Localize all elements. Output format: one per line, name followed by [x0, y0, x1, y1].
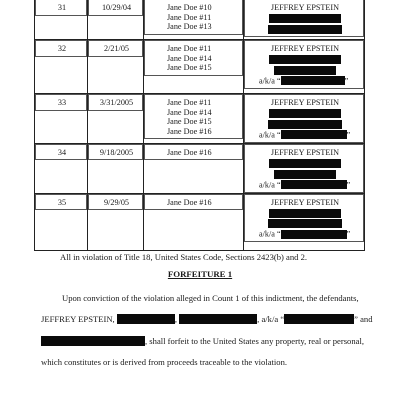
- aka-label: a/k/a “: [259, 130, 281, 140]
- date-cell: [88, 0, 144, 40]
- defendant-cell: [244, 40, 365, 94]
- redaction-bar: [269, 109, 341, 118]
- victim-name: Jane Doe #11: [167, 98, 212, 107]
- count-number: 32: [35, 40, 87, 57]
- victims-cell: [144, 143, 244, 193]
- victim-name: Jane Doe #14: [167, 53, 212, 63]
- counts-table-body: [35, 0, 365, 250]
- counts-table: [34, 0, 365, 251]
- victim-list: [144, 194, 243, 211]
- victim-name: Jane Doe #11: [167, 44, 212, 53]
- defendant-name: JEFFREY EPSTEIN: [270, 44, 340, 53]
- table-row: [35, 193, 365, 250]
- victim-name: Jane Doe #14: [167, 107, 212, 117]
- table-row: [35, 143, 365, 193]
- count-cell: [35, 193, 88, 250]
- redaction-bar: [268, 25, 342, 34]
- redaction-bar: [269, 159, 341, 168]
- aka-label: , a/k/a “: [257, 314, 285, 324]
- aka-close: ”: [346, 229, 351, 239]
- victim-name: Jane Doe #13: [167, 22, 212, 32]
- redaction-bar: [284, 314, 354, 324]
- date-cell: [88, 40, 144, 94]
- redaction-bar: [281, 76, 345, 85]
- redaction-bar: [281, 130, 347, 139]
- offense-date: 10/29/04: [88, 0, 143, 16]
- count-cell: [35, 143, 88, 193]
- defendant-block: [244, 0, 364, 37]
- violation-statement: All in violation of Title 18, United States Code, Sections 2423(b) and 2.: [60, 252, 308, 262]
- victim-name: Jane Doe #16: [167, 147, 212, 157]
- count-number: 31: [35, 0, 87, 16]
- victim-name: Jane Doe #11: [167, 12, 212, 22]
- redaction-bar: [268, 120, 342, 129]
- redaction-bar: [41, 336, 145, 346]
- redaction-bar: [274, 170, 336, 179]
- redaction-bar: [269, 55, 341, 64]
- offense-date: 9/29/05: [88, 194, 143, 211]
- defendant-block: [244, 40, 364, 89]
- forfeiture-heading: FORFEITURE 1: [167, 269, 233, 279]
- victim-name: Jane Doe #10: [167, 3, 212, 12]
- aka-close: ”: [346, 130, 351, 140]
- redaction-bar: [281, 180, 347, 189]
- victims-cell: [144, 94, 244, 144]
- table-row: [35, 0, 365, 40]
- redaction-bar: [269, 209, 341, 218]
- victim-list: [144, 40, 243, 76]
- date-cell: [88, 193, 144, 250]
- redaction-bar: [281, 230, 347, 239]
- separator: ,: [174, 314, 178, 324]
- offense-date: 3/31/2005: [88, 94, 143, 111]
- aka-close: ”: [346, 179, 351, 189]
- forfeiture-line-3: [41, 336, 364, 347]
- victim-list: [144, 0, 243, 35]
- date-cell: [88, 94, 144, 144]
- offense-date: 2/21/05: [88, 40, 143, 57]
- aka-close: ” and: [354, 314, 373, 324]
- date-cell: [88, 143, 144, 193]
- victims-cell: [144, 193, 244, 250]
- table-row: [35, 94, 365, 144]
- victim-name: Jane Doe #16: [167, 126, 212, 136]
- redaction-bar: [117, 314, 178, 324]
- defendant-cell: [244, 0, 365, 40]
- redaction-bar: [179, 314, 257, 324]
- defendant-cell: [244, 94, 365, 144]
- count-cell: [35, 0, 88, 40]
- defendant-name: JEFFREY EPSTEIN: [270, 98, 340, 107]
- count-number: 33: [35, 94, 87, 111]
- redaction-bar: [268, 219, 342, 228]
- defendant-name: JEFFREY EPSTEIN: [270, 197, 340, 207]
- victim-name: Jane Doe #16: [167, 197, 212, 207]
- table-row: [35, 40, 365, 94]
- victim-name: Jane Doe #15: [167, 63, 212, 73]
- aka-label: a/k/a “: [259, 76, 281, 86]
- victims-cell: [144, 0, 244, 40]
- victim-name: Jane Doe #15: [167, 117, 212, 127]
- count-number: 34: [35, 144, 87, 161]
- forfeiture-line-1: Upon conviction of the violation alleged in Count 1 of this indictment, the defendants,: [62, 293, 359, 303]
- redaction-bar: [269, 14, 341, 23]
- defendant-cell: [244, 143, 365, 193]
- forfeit-clause: , shall forfeit to the United States any property, real or personal,: [145, 336, 364, 346]
- count-cell: [35, 94, 88, 144]
- victim-list: [144, 144, 243, 161]
- defendant-block: [244, 94, 364, 143]
- forfeiture-line-4: which constitutes or is derived from proceeds traceable to the violation.: [41, 357, 288, 367]
- defendant-cell: [244, 193, 365, 250]
- defendant-name: JEFFREY EPSTEIN: [270, 147, 340, 157]
- victims-cell: [144, 40, 244, 94]
- count-number: 35: [35, 194, 87, 211]
- offense-date: 9/18/2005: [88, 144, 143, 161]
- defendant-name: JEFFREY EPSTEIN,: [41, 314, 115, 324]
- count-cell: [35, 40, 88, 94]
- redaction-bar: [274, 66, 336, 75]
- victim-list: [144, 94, 243, 139]
- defendant-block: [244, 194, 364, 243]
- defendant-name: JEFFREY EPSTEIN: [270, 3, 340, 12]
- forfeiture-line-2: [41, 314, 373, 325]
- aka-label: a/k/a “: [259, 229, 281, 239]
- aka-label: a/k/a “: [259, 179, 281, 189]
- defendant-block: [244, 144, 364, 193]
- aka-close: ”: [344, 76, 349, 86]
